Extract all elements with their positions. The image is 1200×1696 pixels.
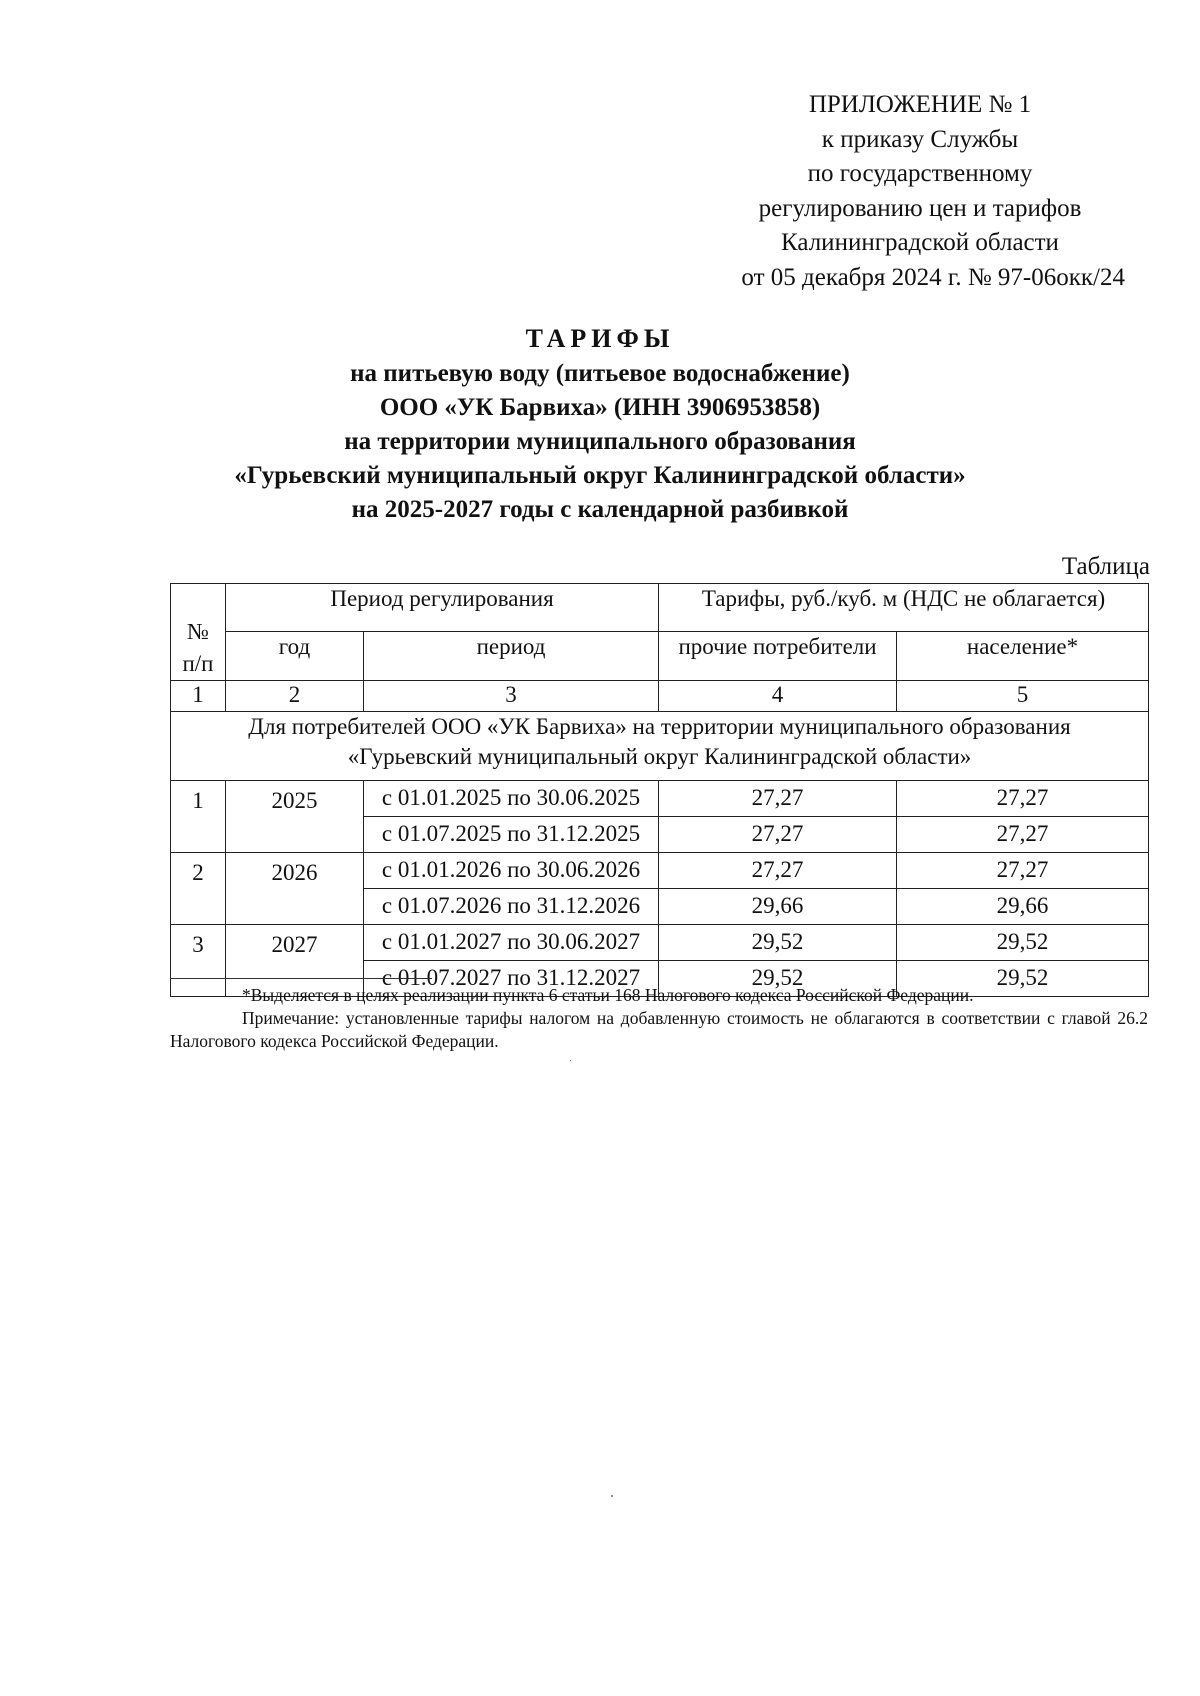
appendix-line: к приказу Службы <box>821 125 1019 153</box>
footnotes <box>170 984 1148 1053</box>
row-population-tariff: 29,52 <box>897 961 1149 997</box>
row-num: 2 <box>171 853 226 925</box>
appendix-line: по государственному <box>807 160 1033 187</box>
row-other-tariff: 29,52 <box>659 961 897 997</box>
row-period: с 01.01.2026 по 30.06.2026 <box>364 853 659 889</box>
header-other-consumers: прочие потребители <box>659 631 897 680</box>
column-number: 3 <box>364 681 659 712</box>
row-population-tariff: 27,27 <box>897 781 1149 817</box>
column-number: 5 <box>897 681 1149 712</box>
appendix-header <box>700 88 1140 295</box>
column-number: 1 <box>171 681 226 712</box>
table-subheader-row <box>171 631 1149 680</box>
appendix-line: Калининградской области <box>781 229 1059 256</box>
appendix-line: от 05 декабря 2024 г. № 97-06окк/24 <box>741 263 1125 291</box>
header-tariffs: Тарифы, руб./куб. м (НДС не облагается) <box>659 584 1149 632</box>
row-other-tariff: 27,27 <box>659 853 897 889</box>
table-row <box>171 925 1149 961</box>
header-population: население* <box>897 631 1149 680</box>
footnote-note: Примечание: установленные тарифы налогом на добавленную стоимость не облагаются в соответствии с главой 26.2 Налогового кодекса Российской Федерации. <box>170 1008 1148 1051</box>
scan-speck <box>611 1495 613 1497</box>
header-num <box>171 584 226 681</box>
row-period: с 01.07.2026 по 31.12.2026 <box>364 889 659 925</box>
row-population-tariff: 29,66 <box>897 889 1149 925</box>
table-row <box>171 781 1149 817</box>
group-row <box>171 712 1149 781</box>
scan-speck <box>570 1060 571 1061</box>
footnote-divider <box>170 978 432 979</box>
row-period: с 01.01.2025 по 30.06.2025 <box>364 781 659 817</box>
row-year: 2027 <box>226 925 364 997</box>
title-line: на территории муниципального образования <box>344 428 856 455</box>
footnote-asterisk: *Выделяется в целях реализации пункта 6 статьи 168 Налогового кодекса Российской Федерации. <box>242 985 974 1005</box>
title-line: ООО «УК Барвиха» (ИНН 3906953858) <box>379 394 821 421</box>
row-population-tariff: 29,52 <box>897 925 1149 961</box>
column-number: 4 <box>659 681 897 712</box>
row-period: с 01.07.2027 по 31.12.2027 <box>364 961 659 997</box>
row-other-tariff: 27,27 <box>659 781 897 817</box>
tariffs-table <box>170 583 1149 997</box>
table-row <box>171 853 1149 889</box>
row-period: с 01.07.2025 по 31.12.2025 <box>364 817 659 853</box>
row-other-tariff: 27,27 <box>659 817 897 853</box>
row-population-tariff: 27,27 <box>897 817 1149 853</box>
title-line: на питьевую воду (питьевое водоснабжение) <box>350 360 850 387</box>
header-period-regulation: Период регулирования <box>226 584 659 632</box>
title-line: «Гурьевский муниципальный округ Калининградской области» <box>234 462 966 489</box>
column-number: 2 <box>226 681 364 712</box>
header-num-label: № п/п <box>182 619 214 676</box>
table-caption: Таблица <box>1061 553 1150 580</box>
appendix-line: ПРИЛОЖЕНИЕ № 1 <box>808 91 1032 118</box>
group-label: Для потребителей ООО «УК Барвиха» на территории муниципального образования «Гурьевский муниципальный округ Калининградской области» <box>171 712 1149 781</box>
row-year: 2026 <box>226 853 364 925</box>
row-year: 2025 <box>226 781 364 853</box>
row-population-tariff: 27,27 <box>897 853 1149 889</box>
header-year: год <box>226 631 364 680</box>
row-period: с 01.01.2027 по 30.06.2027 <box>364 925 659 961</box>
title-line: на 2025-2027 годы с календарной разбивкой <box>351 496 849 523</box>
header-period: период <box>364 631 659 680</box>
document-title <box>150 322 1050 527</box>
table-header-row <box>171 584 1149 632</box>
appendix-line: регулированию цен и тарифов <box>758 194 1082 222</box>
row-other-tariff: 29,52 <box>659 925 897 961</box>
row-num: 3 <box>171 925 226 997</box>
title-main: ТАРИФЫ <box>525 324 675 353</box>
row-other-tariff: 29,66 <box>659 889 897 925</box>
row-num: 1 <box>171 781 226 853</box>
column-number-row <box>171 681 1149 712</box>
